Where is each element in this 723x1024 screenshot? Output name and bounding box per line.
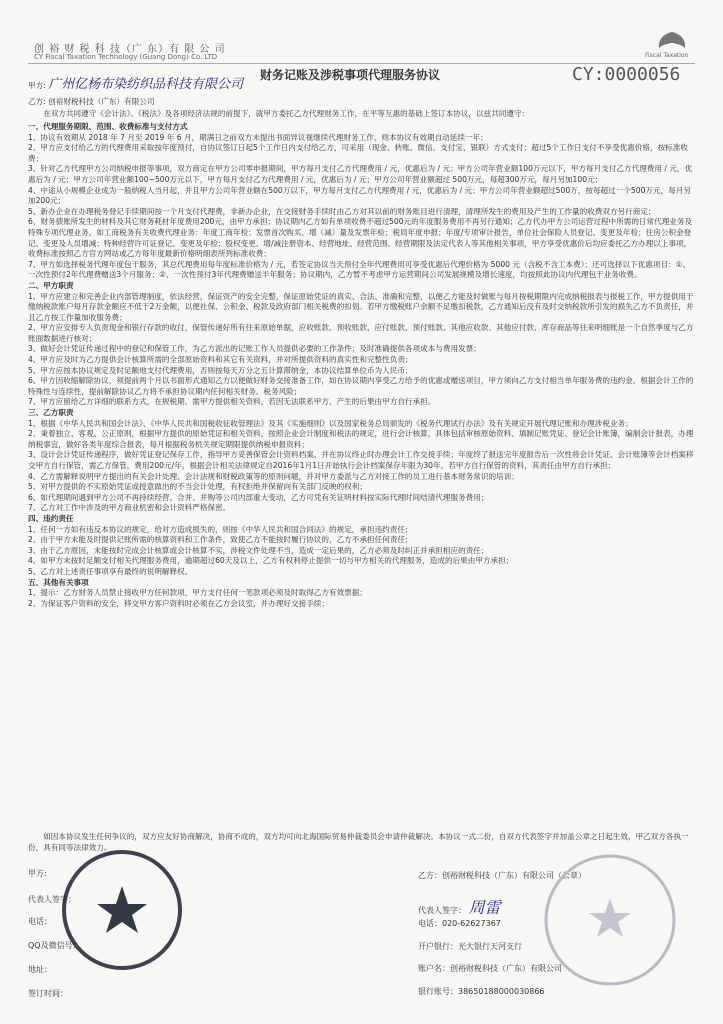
section-item: 5、新办企业在办理税务登记手续期间按一个月支付代理费，非新办企业，在交接财务手续时由乙方对其以前的财务账目进行清理，清理所发生的费用及产生的工作量的收费双方另行商定； [28,206,656,216]
sig-b-party: 乙方：创裕财税科技（广东）有限公司（公章） [418,871,586,880]
party-a-line [28,77,694,92]
closing-paragraph: 如因本协议发生任何争议的，双方应友好协商解决，协商不成的，双方均可向北海国际贸易仲裁委员会申请仲裁解决。本协议一式二份，自双方代表签字并加盖公章之日起生效，甲乙双方各执一份，具有同等法律效力。 [28,832,689,852]
header-company-cn: 创 裕 财 税 科 技（广 东）有 限 公 司 [34,44,226,55]
section-item: 7、甲方如选择税务代理年度包干服务，其总代理费用每年度标准价格为 / 元，若签定协议当天预付全年代理费用可享受优惠后代理价格为 5000 元（含税不含工本费）；还可选择以下优惠项目：①、一次性预付2年代理费赠送3个月服务；②、一次性预付3年代理费赠送半年服务；协议期内，乙方暂不考虑甲方运营期间公司发展规模及增长速度，均按照此协议内代理包干业务收费。 [28,259,691,280]
sig-b-rep [418,895,501,918]
section-heading: 三、乙方职责 [28,408,74,418]
party-b-seal-stamp [540,850,680,990]
section-item: 2、甲方应安排专人负责现金和银行存款的收付，保管传递好所有往来原始单据，应收账款、预收账款、应付账款、预付账款、其他应收款、其他应付款、库存商品等往来明细账是一个自然季度与乙方账面数据进行核对； [28,323,694,343]
section-item: 5、对甲方提供的不实原始凭证或授意做出的不当会计处理，有权拒绝并保留向有关部门反映的权利； [28,482,367,492]
party-a-label: 甲方: [28,81,46,90]
section-item: 6、财务债账所发生的材料及其它财务耗材年度费用200元，由甲方承担；协议期内乙方如有单项收费不超过500元的年度服务费用不再另行通知；乙方代办甲方公司运营过程中所需的日常代理业务及特殊专项代理业务，如工商税务有关收费代理业务：年度工商年检；发票首次购买、增（减）量及发票年检；税局年度申报；年度/专项审计报告，单位社会保险人员登记、变更及年检；住房公积金登记、变更及人员增减；特种经营许可证登记、变更及年检；股权变更、增/减注册资本、经营地址、经营范围、经营期限及法定代表人等其他相关事项，甲方享受优惠价后均应委托乙方办理以上事项，收费标准按照乙方官方网站或乙方每年度最新价格明细表所列标准收费； [28,217,693,259]
section-item: 1、甲方应建立和完善企业内部管理制度，依法经营，保证资产的安全完整，保证原始凭证的真实、合法、准确和完整，以便乙方能及时做账与每月按税期限内完成纳税报表与报税工作，甲方提供用于缴纳税款账户每月存款金额应不低于2万金额，以便社保、公积金、税款及政府部门相关税费的扣划。若甲方缴税账户余额不足缴扣税款，乙方通知后没有及时交纳税款所引发的损失乙方不负责任，并且乙方按工作量加收服务费； [28,291,694,322]
contract-number: CY:0000056 [572,64,681,85]
section-item: 4、中途从小规模企业成为一般纳税人当月起，并且甲方公司年营业额在500万以下，甲方每月支付乙方代理费用 / 元，优惠后为 / 元；甲方公司年营业额超过500万，按每超过一个500万元，每月另加200元； [28,185,691,206]
sig-a-date: 签订时间： [28,989,68,998]
section-item: 2、由于甲方未能及时提供记账所需的核算资料和工作条件，致使乙方不能按时履行协议的，乙方不承担任何责任； [28,535,413,545]
section-heading: 二、甲方职责 [28,280,74,290]
company-logo-icon [655,30,689,52]
document-title: 财务记账及涉税事项代理服务协议 [260,68,441,82]
sig-b-bank: 开户银行：光大银行天河支行 [418,942,522,951]
sig-a-phone: 电话： [28,917,52,926]
party-a-handwritten-name: 广州亿杨布染纺织品科技有限公司 [48,77,244,92]
section-item: 3、设计会计凭证传递程序，做好凭证登记保存工作，指导甲方妥善保管会计资料档案，并在协议终止时办理会计工作交接手续；年度终了报送完年度报告后一次性将会计凭证、会计账簿等会计档案移交甲方自行保管，需乙方保管，费用200元/年，根据会计相关法律规定自2016年1月1日开始执行会计档案保存年限为30年。若甲方自行保管的资料，其责任由甲方自行承担； [28,450,694,470]
sig-a-address: 地址： [28,965,52,974]
section-item: 2、秉着独立、客观、公正原则，根据甲方提供的原始凭证和相关资料，按照企业会计制度和税法的规定，进行会计核算，具体包括审核原始资料、填制记账凭证、登记会计账簿，编制会计报表，办理纳税事宜，做好各类年度综合报表，每月根据税务机关规定期限提供纳税申报资料； [28,429,694,449]
section-item: 5、甲方应按本协议规定及时足额地支付代理费用，否则按每天万分之五计算滞纳金，本协议结算单位币为人民币； [28,365,413,375]
sig-b-rep-label: 代表人签字： [418,906,466,915]
sig-b-account-no: 银行账号：38650188000030866 [418,987,545,996]
section-item: 2、为保证客户资料的安全，移交甲方客户资料时必须在乙方会议室，并办理好交接手续； [28,598,329,608]
party-a-seal-stamp [60,848,184,972]
section-item: 1、协议有效期从 2018 年 7 月至 2019 年 6 月，期满日之前双方未提出书面异议视继续代理财务工作，则本协议有效期自动延续一年； [28,132,488,142]
section-item: 4、甲方应及时为乙方提供会计核算所需的全部原始资料和其它有关资料，并对所提供资料的真实性和完整性负责； [28,355,413,365]
section-item: 1、根据《中华人民共和国会计法》、《中华人民共和国税收征收管理法》及其《实施细则》以及国家税务总局颁发的《税务代理试行办法》及有关规定开展代理记账和办理涉税业务； [28,418,633,428]
sig-b-handwritten: 周雷 [468,898,501,917]
section-item: 6、甲方因收缩解除协议，须提前两个月以书面形式通知乙方以便做好财务交接准备工作，如在协议期内享受乙方给予的优惠或赠送项目，甲方须向乙方支付相当单年服务费的违约金。根据会计工作的特殊性与连续性，提前解除协议乙方将不承担协议期内任何相关财务、税务风险； [28,376,694,396]
section-item: 1、任何一方如有违反本协议的规定，给对方造成损失的，则按《中华人民共和国合同法》的规定，承担违约责任； [28,524,413,534]
section-heading: 五、其他有关事项 [28,577,89,587]
party-b-name: 创裕财税科技（广东）有限公司 [48,97,155,106]
sig-b-phone: 电话：020-62627367 [418,919,501,928]
intro-paragraph: 在双方共同遵守《会计法》、《税法》及各项经济法规的前提下，就甲方委托乙方代理财务工作，在平等互惠的基础上签订本协议，以兹共同遵守： [43,109,530,118]
section-item: 4、如甲方未按时足额支付相关代理服务费用，逾期超过60天及以上，乙方有权利停止提供一切与甲方相关的代理服务，造成的后果由甲方承担； [28,556,514,566]
contract-sections [28,122,694,609]
sig-b-account-name: 账户名：创裕财税科技（广东）有限公司 [418,964,562,973]
section-item: 5、乙方对上述责任事项享有最终的说明解释权。 [28,566,193,576]
section-item: 7、甲方应留给乙方详细的联系方式，在规税期、需甲方提供相关资料，若因无法联系甲方，产生的后果由甲方自行承担。 [28,397,436,407]
section-item: 6、如代理期间遇到甲方公司不再持续经营、合并、并购等公司内部重大变动，乙方可凭有关证明材料按实际代理时间结清代理服务费用； [28,492,489,502]
section-item: 3、针对乙方代理甲方公司纳税申报等事项，双方商定在甲方公司零申报期间，甲方每月支付乙方代理费用 / 元，优惠后为 / 元；甲方公司年营业额100万元以下，甲方每月支付乙方代理费用 / 元，优惠后为 / 元；甲方公司年营业额100~500万元以下，甲方每月支付乙方代理费用 / 元，优惠后为 / 元；甲方公司年营业额超过 500万元，每超300万元，每月另加100元； [28,164,693,184]
section-item: 7、乙方对工作中涉及的甲方商业机密和会计资料严格保密。 [28,503,231,513]
sig-a-party: 甲方: [28,869,47,878]
party-b-line [28,97,694,108]
header-company-en: CY Fiscal Taxation Technology (Guang Dong) Co. LTD [34,53,218,61]
sig-a-rep: 代表人签字： [28,895,76,904]
section-heading: 四、违约责任 [28,513,74,523]
party-b-label: 乙方: [28,97,46,106]
section-item: 3、由于乙方原因，未能按时完成会计核算或会计核算不实，涉税文件处理不当，造成一定后果的，乙方必须及时纠正并承担相应的责任； [28,545,489,555]
section-item: 2、甲方应支付给乙方的代理费用采取按年度预付，自协议签订日起5个工作日内支付给乙方，可采用（现金、转账、微信、支付宝、银联）方式支付；超过5个工作日支付不享受优惠价格，按标准收费； [28,143,688,163]
section-heading: 一、代理服务期限、范围、收费标准与支付方式 [28,122,188,131]
section-item: 1、提示：乙方财务人员禁止接收甲方任何款项，甲方支付任何一笔款项必须及时取得乙方有效票据； [28,588,367,598]
logo-text: Fiscal Taxation [645,52,689,59]
sig-a-qq: QQ及微信号： [28,941,81,950]
section-item: 4、乙方需解释说明甲方提出的有关会计处理、会计法规和财税政策等的原则问题，并对甲方委派与乙方对接工作的员工进行基本财务常识的培训； [28,471,519,481]
section-item: 3、做好会计凭证传递过程中的登记和保管工作，为乙方派出的记账工作人员提供必要的工作条件；及时准确提供各项成本与费用发票； [28,344,481,354]
